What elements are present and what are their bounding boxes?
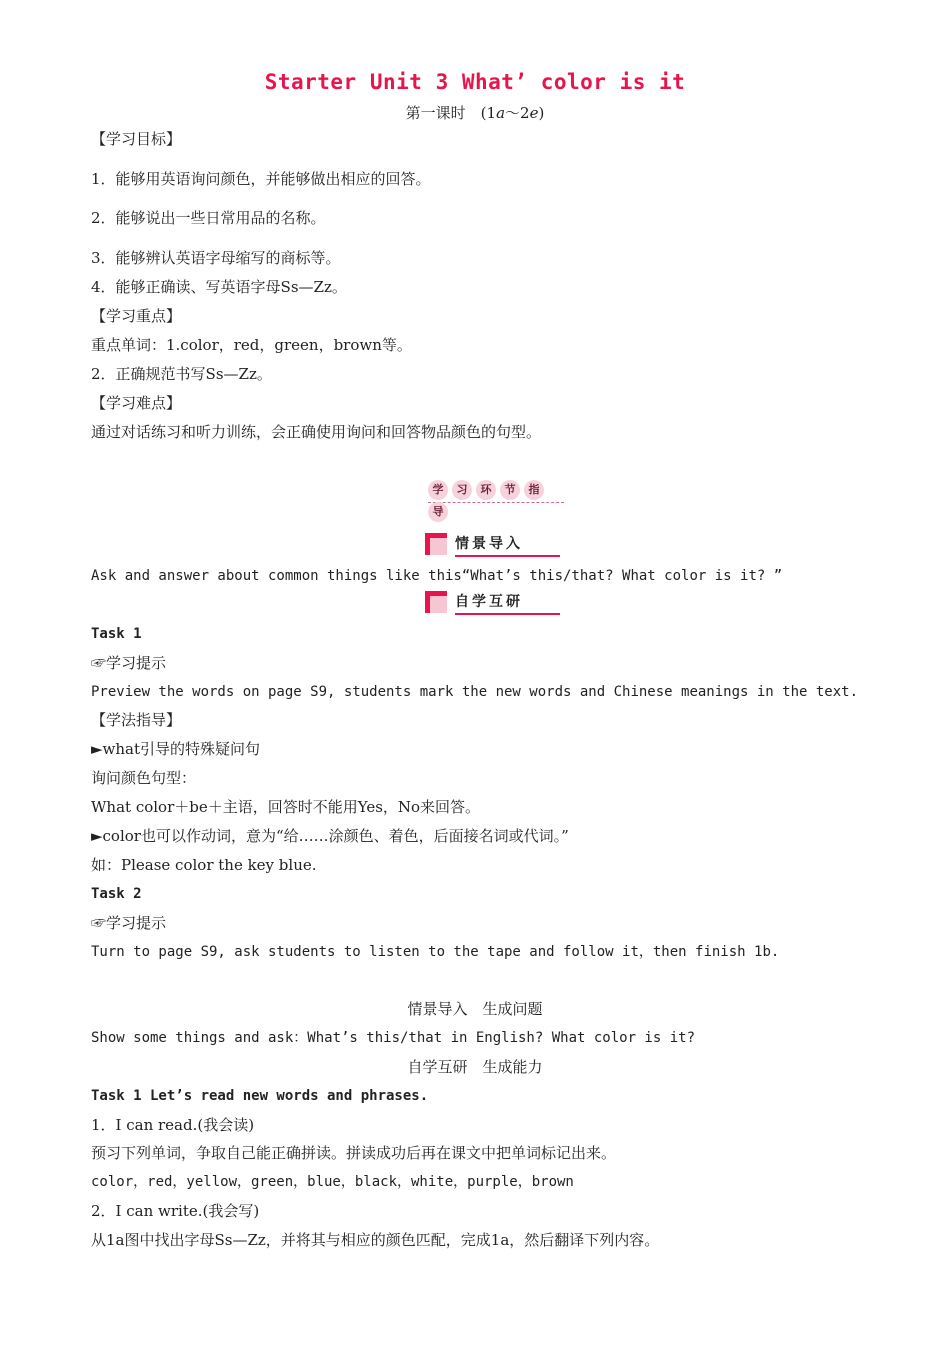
method-point-text: What color＋be＋主语，回答时不能用Yes，No来回答。	[91, 798, 481, 816]
focus-item: 2．正确规范书写Ss—Zz。	[91, 365, 272, 383]
write-instructions: 从1a图中找出字母Ss—Zz，并将其与相应的颜色匹配，完成1a，然后翻译下列内容。	[91, 1231, 660, 1249]
guide-char: 节	[500, 480, 520, 500]
section-badge-selfstudy	[425, 589, 560, 615]
method-point-what: ►what引导的特殊疑问句	[91, 740, 261, 758]
page-title: Starter Unit 3 What’ color is it	[264, 70, 686, 94]
guide-char: 导	[428, 502, 448, 522]
method-heading: 【学法指导】	[91, 711, 182, 729]
read-label: 1．I can read.(我会读)	[91, 1116, 255, 1134]
task2-heading: Task 2	[91, 886, 142, 902]
read-instructions: 预习下列单词，争取自己能正确拼读。拼读成功后再在课文中把单词标记出来。	[91, 1144, 617, 1162]
method-example: 如：Please color the key blue.	[91, 856, 317, 874]
guide-char: 指	[524, 480, 544, 500]
badge-square-icon	[425, 591, 447, 613]
task1-heading: Task 1	[91, 626, 142, 642]
objective-item: 1．能够用英语询问颜色，并能够做出相应的回答。	[91, 170, 431, 188]
task1-text: Preview the words on page S9, students mark the new words and Chinese meanings in the text.	[91, 684, 859, 700]
objective-item: 4．能够正确读、写英语字母Ss—Zz。	[91, 278, 347, 296]
section-badge-intro	[425, 531, 560, 557]
method-point-color: ►color也可以作动词，意为“给……涂颜色、着色，后面接名词或代词。”	[91, 827, 569, 845]
section-a-text: Show some things and ask：What’s this/that in English? What color is it?	[91, 1030, 696, 1046]
word-list: color，red，yellow，green，blue，black，white，purple，brown	[91, 1174, 574, 1190]
badge-label: 自学互研	[455, 591, 560, 615]
write-label: 2．I can write.(我会写)	[91, 1202, 260, 1220]
objective-item: 2．能够说出一些日常用品的名称。	[91, 209, 326, 227]
objectives-heading: 【学习目标】	[91, 130, 182, 148]
task2-tip: ☞学习提示	[91, 914, 167, 932]
badge-label: 情景导入	[455, 533, 560, 557]
objective-item: 3．能够辨认英语字母缩写的商标等。	[91, 249, 341, 267]
focus-heading: 【学习重点】	[91, 307, 182, 325]
section-b-heading: 自学互研 生成能力	[407, 1058, 543, 1076]
section-a-heading: 情景导入 生成问题	[407, 1000, 543, 1018]
lesson-subtitle: 第一课时 (1a～2e)	[405, 104, 545, 122]
badge-square-icon	[425, 533, 447, 555]
guide-char: 学	[428, 480, 448, 500]
difficulty-text: 通过对话练习和听力训练，会正确使用询问和回答物品颜色的句型。	[91, 423, 542, 441]
method-point-sub: 询问颜色句型：	[91, 769, 197, 787]
guide-char: 环	[476, 480, 496, 500]
difficulty-heading: 【学习难点】	[91, 394, 182, 412]
focus-item: 重点单词：1.color，red，green，brown等。	[91, 336, 412, 354]
guide-banner	[428, 478, 564, 518]
task2-text: Turn to page S9, ask students to listen to the tape and follow it，then finish 1b.	[91, 944, 780, 960]
intro-text: Ask and answer about common things like this“What’s this/that? What color is it? ”	[91, 568, 783, 584]
section-b-task-heading: Task 1 Let’s read new words and phrases.	[91, 1088, 429, 1104]
task1-tip: ☞学习提示	[91, 654, 167, 672]
guide-char: 习	[452, 480, 472, 500]
